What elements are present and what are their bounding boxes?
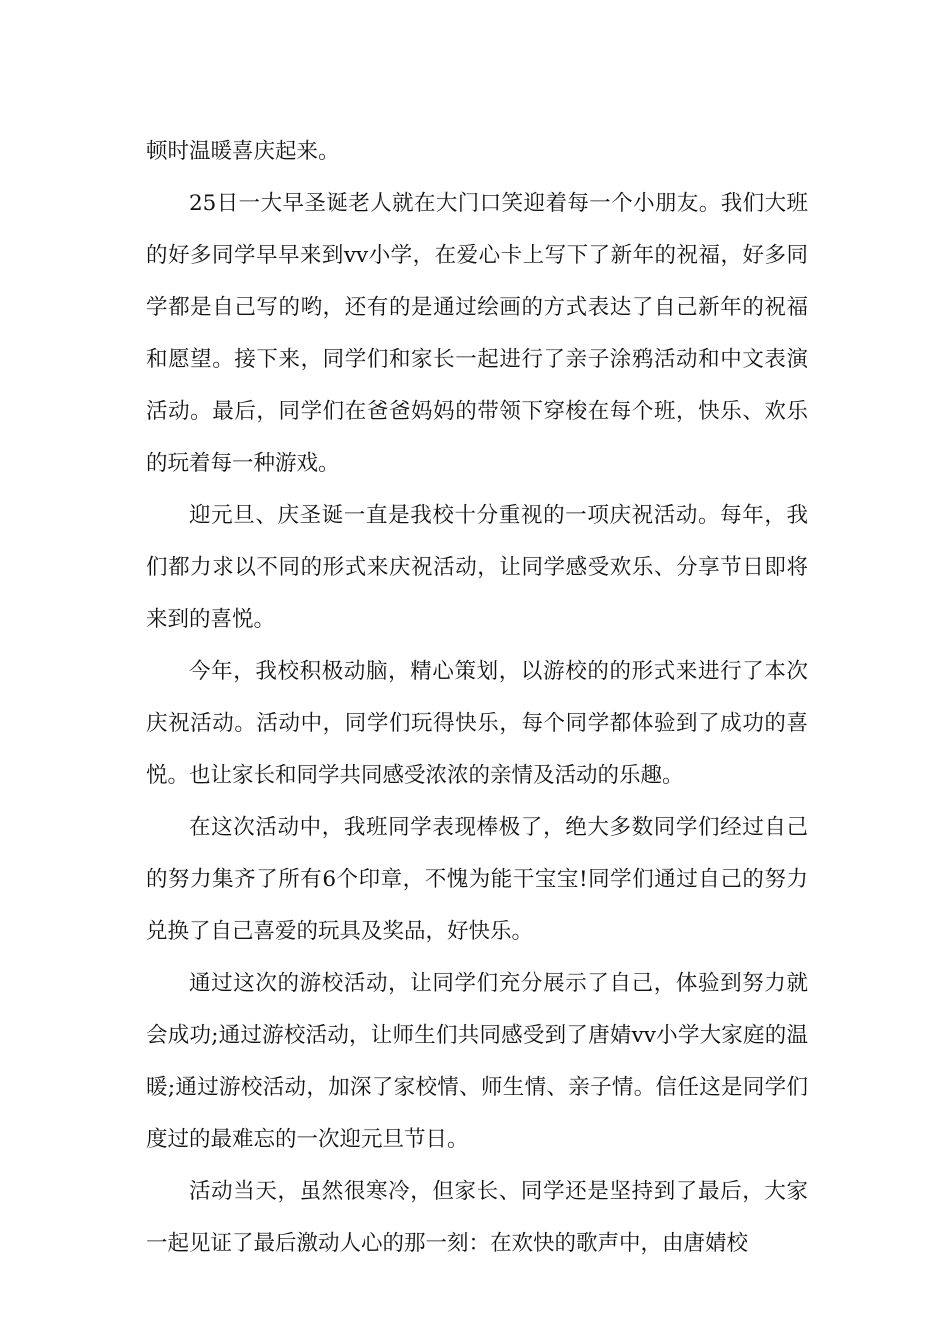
paragraph: 活动当天，虽然很寒冷，但家长、同学还是坚持到了最后，大家一起见证了最后激动人心的那一刻：在欢快的歌声中，由唐婧校: [146, 1179, 808, 1256]
paragraph: 通过这次的游校活动，让同学们充分展示了自己，体验到努力就会成功;通过游校活动，让师生们共同感受到了唐婧vv小学大家庭的温暖;通过游校活动，加深了家校情、师生情、亲子情。信任这是同学们度过的最难忘的一次迎元旦节日。: [146, 971, 808, 1152]
paragraph-continuation: 顿时温暖喜庆起来。: [146, 139, 340, 164]
paragraph: 25日一大早圣诞老人就在大门口笑迎着每一个小朋友。我们大班的好多同学早早来到vv小学，在爱心卡上写下了新年的祝福，好多同学都是自己写的哟，还有的是通过绘画的方式表达了自己新年的祝福和愿望。接下来，同学们和家长一起进行了亲子涂鸦活动和中文表演活动。最后，同学们在爸爸妈妈的带领下穿梭在每个班，快乐、欢乐的玩着每一种游戏。: [146, 191, 808, 476]
paragraph: 在这次活动中，我班同学表现棒极了，绝大多数同学们经过自己的努力集齐了所有6个印章，不愧为能干宝宝!同学们通过自己的努力兑换了自己喜爱的玩具及奖品，好快乐。: [146, 815, 808, 944]
paragraph: 迎元旦、庆圣诞一直是我校十分重视的一项庆祝活动。每年，我们都力求以不同的形式来庆祝活动，让同学感受欢乐、分享节日即将来到的喜悦。: [146, 503, 808, 632]
paragraph: 今年，我校积极动脑，精心策划，以游校的的形式来进行了本次庆祝活动。活动中，同学们玩得快乐，每个同学都体验到了成功的喜悦。也让家长和同学共同感受浓浓的亲情及活动的乐趣。: [146, 659, 808, 788]
document-body: [146, 126, 808, 1270]
